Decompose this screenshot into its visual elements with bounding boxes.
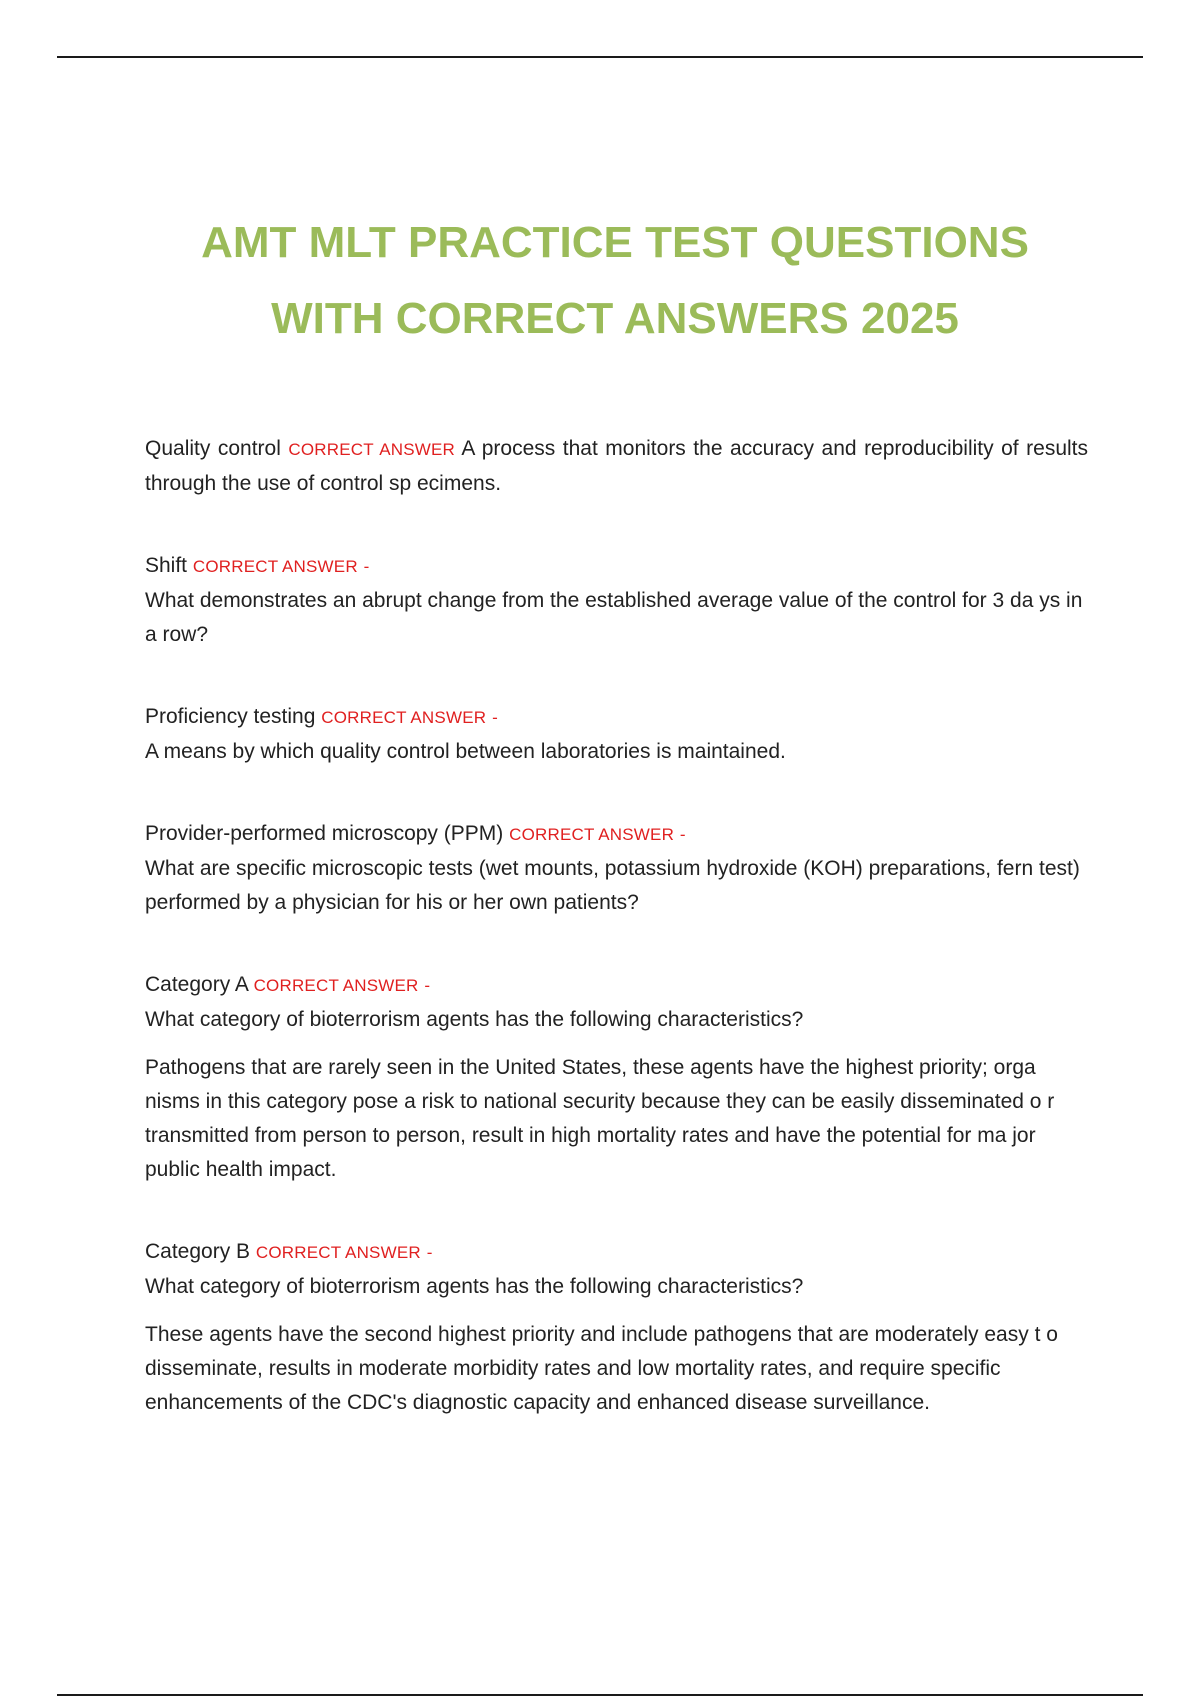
document-title [0,205,1200,357]
correct-answer-tag: CORRECT ANSWER [253,976,419,995]
entry-answer: A means by which quality control between laboratories is maintained. [145,740,786,763]
entry-answer: What are specific microscopic tests (wet mounts, potassium hydroxide (KOH) preparations, fern test) performed by a physician for his or her own patients? [145,857,1080,914]
entry-heading [145,549,1088,584]
entry-text [145,432,1088,501]
correct-answer-tag: CORRECT ANSWER [321,708,487,727]
qa-list [145,432,1088,1420]
qa-entry [145,1235,1088,1420]
entry-answer: What demonstrates an abrupt change from the established average value of the control for 3 da ys in a row? [145,589,1083,646]
answer-dash: - [426,1243,433,1262]
title-line-2: WITH CORRECT ANSWERS 2025 [271,294,959,343]
answer-dash: - [363,557,370,576]
qa-entry [145,700,1088,769]
bottom-rule [57,1694,1143,1696]
answer-dash: - [679,825,686,844]
qa-entry [145,549,1088,652]
entry-detail: Pathogens that are rarely seen in the United States, these agents have the highest priority; orga nisms in this category pose a risk to national security because they can be easily disseminated o r transmitted from person to person, result in high mortality rates and have the potential for ma jor public health impact. [145,1056,1055,1181]
entry-term: Quality control [145,437,281,460]
entry-detail: These agents have the second highest priority and include pathogens that are moderately easy t o disseminate, results in moderate morbidity rates and low mortality rates, and require specific enhancements of the CDC's diagnostic capacity and enhanced disease surveillance. [145,1323,1058,1414]
answer-dash: - [424,976,431,995]
entry-heading [145,1235,1088,1270]
correct-answer-tag: CORRECT ANSWER [509,825,675,844]
entry-heading [145,817,1088,852]
entry-answer: What category of bioterrorism agents has the following characteristics? [145,1008,804,1031]
title-line-1: AMT MLT PRACTICE TEST QUESTIONS [201,218,1029,267]
entry-answer: A process that monitors the accuracy and reproducibility of results through the use of control sp ecimens. [145,437,1088,495]
entry-term: Provider-performed microscopy (PPM) [145,822,504,845]
correct-answer-tag: CORRECT ANSWER [192,557,358,576]
entry-heading [145,968,1088,1003]
top-rule [57,56,1143,58]
correct-answer-tag: CORRECT ANSWER [288,440,456,459]
answer-dash: - [492,708,498,727]
correct-answer-tag: CORRECT ANSWER [255,1243,421,1262]
qa-entry [145,968,1088,1187]
entry-heading [145,700,1088,735]
entry-answer: What category of bioterrorism agents has the following characteristics? [145,1275,804,1298]
entry-term: Category A [145,973,248,996]
entry-term: Shift [145,554,188,577]
qa-entry [145,817,1088,920]
entry-term: Category B [145,1240,251,1263]
qa-entry [145,432,1088,501]
entry-term: Proficiency testing [145,705,316,728]
